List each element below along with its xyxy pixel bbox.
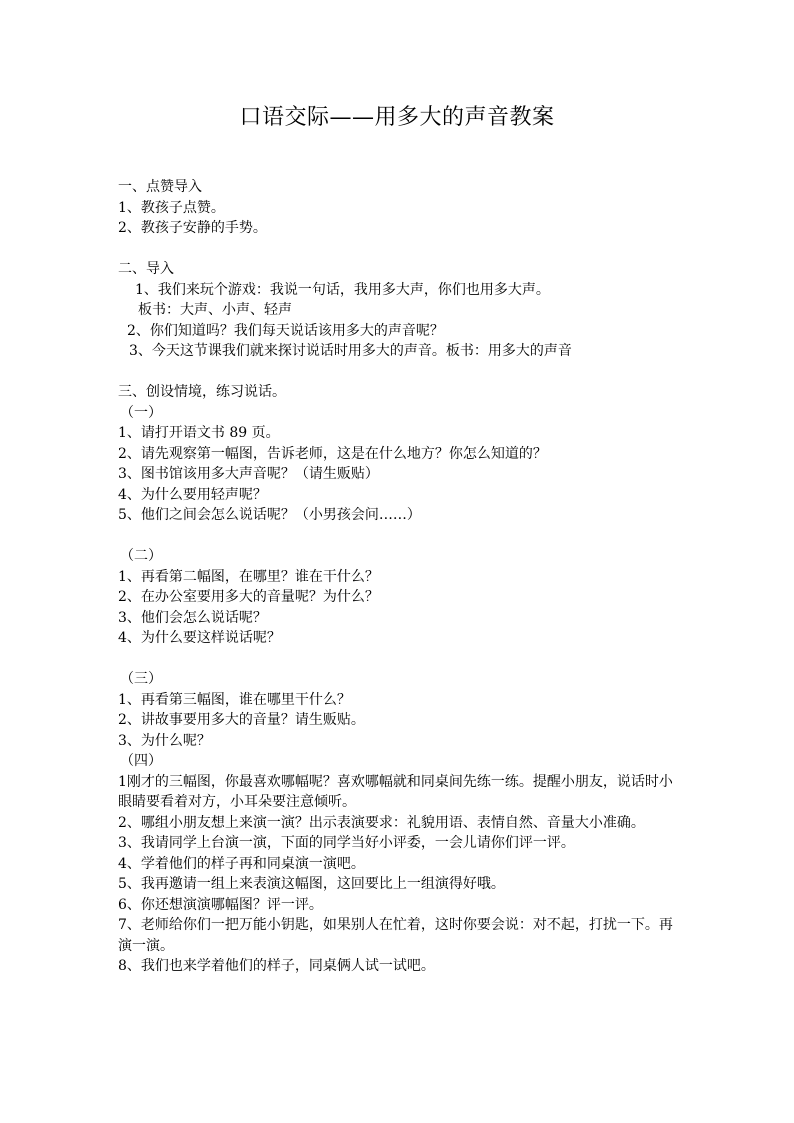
- page-title: 口语交际——用多大的声音教案: [239, 105, 555, 130]
- spacer: [118, 362, 683, 383]
- list-item: 2、请先观察第一幅图，告诉老师，这是在什么地方？你怎么知道的？: [118, 445, 547, 462]
- list-item: 1、我们来玩个游戏：我说一句话，我用多大声，你们也用多大声。: [135, 281, 550, 298]
- list-item: 4、为什么要用轻声呢？: [118, 486, 267, 503]
- section-heading: 三、创设情境，练习说话。: [118, 384, 286, 400]
- section-heading: 一、点赞导入: [118, 179, 202, 195]
- list-item: 4、学着他们的样子再和同桌演一演吧。: [118, 855, 365, 872]
- list-item: 8、我们也来学着他们的样子，同桌俩人试一试吧。: [118, 958, 435, 974]
- list-item: 2、你们知道吗？我们每天说话该用多大的声音呢？: [127, 322, 444, 339]
- subsection-label: （一）: [120, 404, 162, 421]
- list-item: 3、为什么呢？: [118, 732, 211, 749]
- list-item: 3、图书馆该用多大声音呢？（请生贩贴）: [118, 466, 379, 482]
- section-heading: 二、导入: [118, 261, 174, 277]
- spacer: [118, 239, 683, 260]
- board-note: 板书：大声、小声、轻声: [138, 302, 292, 318]
- list-item: 5、我再邀请一组上来表演这幅图，这回要比上一组演得好哦。: [118, 876, 505, 892]
- list-item: 6、你还想演演哪幅图？评一评。: [118, 896, 323, 913]
- list-item: 3、他们会怎么说话呢？: [118, 609, 267, 626]
- list-item: 5、他们之间会怎么说话呢？（小男孩会问……）: [118, 507, 421, 523]
- list-item: 1、再看第二幅图，在哪里？谁在干什么？: [118, 568, 379, 585]
- list-item: 2、讲故事要用多大的音量？请生贩贴。: [118, 712, 365, 728]
- list-item: 1刚才的三幅图，你最喜欢哪幅呢？喜欢哪幅就和同桌间先练一练。提醒小朋友，说话时小眼睛要看着对方，小耳朵要注意倾听。: [118, 773, 673, 810]
- subsection-label: （四）: [120, 753, 162, 769]
- list-item: 2、在办公室要用多大的音量呢？为什么？: [118, 589, 379, 605]
- list-item: 2、哪组小朋友想上来演一演？出示表演要求：礼貌用语、表情自然、音量大小准确。: [118, 814, 645, 831]
- list-item: 1、再看第三幅图，谁在哪里干什么？: [118, 691, 351, 708]
- list-item: 7、老师给你们一把万能小钥匙，如果别人在忙着，这时你要会说：对不起，打扰一下。再演一演。: [118, 917, 673, 954]
- list-item: 2、教孩子安静的手势。: [118, 220, 267, 236]
- spacer: [118, 526, 683, 547]
- list-item: 4、为什么要这样说话呢？: [118, 630, 281, 646]
- list-item: 3、今天这节课我们就来探讨说话时用多大的声音。板书：用多大的声音: [129, 343, 572, 359]
- subsection-label: （二）: [120, 548, 162, 564]
- list-item: 1、教孩子点赞。: [118, 199, 225, 216]
- spacer: [118, 649, 683, 670]
- document-body: [118, 177, 683, 977]
- list-item: 3、我请同学上台演一演，下面的同学当好小评委，一会儿请你们评一评。: [118, 835, 575, 851]
- subsection-label: （三）: [120, 671, 162, 687]
- list-item: 1、请打开语文书 89 页。: [118, 425, 280, 441]
